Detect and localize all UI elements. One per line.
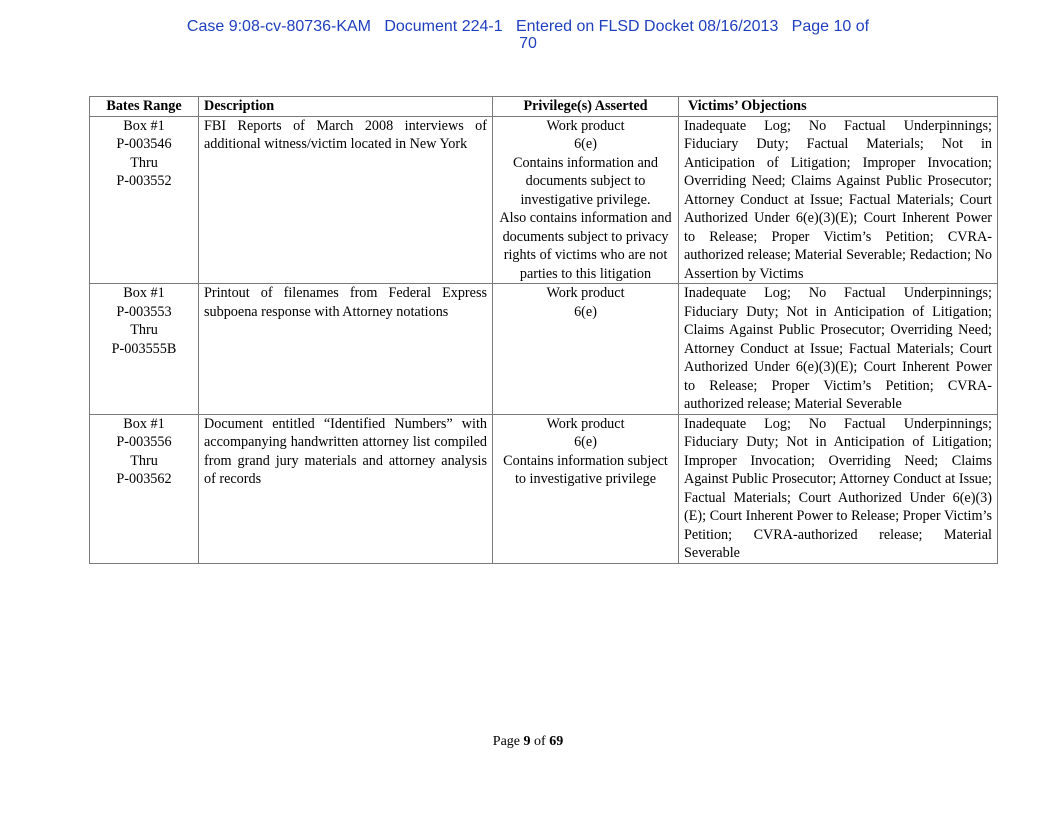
docket-stamp (0, 18, 1056, 52)
bates-box: Box #1 (123, 117, 165, 134)
col-header-bates-range: Bates Range (90, 97, 199, 117)
col-header-privileges: Privilege(s) Asserted (493, 97, 679, 117)
bates-range-cell (90, 284, 199, 415)
bates-end: P-003562 (116, 471, 172, 487)
objections-cell: Inadequate Log; No Factual Underpinnings; Fiduciary Duty; Factual Materials; Not in Anticipation of Litigation; Improper Invocation; Overriding Need; Claims Against Public Prosecutor; Attorney Conduct at Issue; Factual Materials; Court Authorized Under 6(e)(3)(E); Court Inherent Power to Release; Proper Victim’s Petition; CVRA-authorized release; Material Severable; Redaction; No Assertion by Victims (679, 116, 998, 284)
of-label: of (534, 734, 546, 749)
bates-end: P-003552 (116, 173, 172, 189)
page-number: 9 (523, 734, 531, 749)
table-row (90, 116, 998, 284)
privilege-cell (493, 414, 679, 563)
bates-thru: Thru (130, 322, 158, 338)
objections-cell: Inadequate Log; No Factual Underpinnings; Fiduciary Duty; Not in Anticipation of Litigation; Improper Invocation; Overriding Need; Claims Against Public Prosecutor; Attorney Conduct at Issue; Factual Materials; Court Authorized Under 6(e)(3)(E); Court Inherent Power to Release; Proper Victim’s Petition; CVRA-authorized release; Material Severable (679, 414, 998, 563)
bates-start: P-003553 (116, 303, 172, 320)
description-cell: FBI Reports of March 2008 interviews of additional witness/victim located in New York (199, 116, 493, 284)
privilege-item: Contains information subject to investigative privilege (503, 452, 668, 487)
bates-box: Box #1 (123, 415, 165, 432)
privilege-item: Work product (546, 117, 625, 134)
privilege-item: Contains information and documents subject to investigative privilege. (512, 154, 658, 208)
bates-start: P-003546 (116, 136, 172, 152)
table-row (90, 284, 998, 415)
privilege-item: 6(e) (574, 303, 597, 320)
privilege-item: Work product (546, 415, 625, 432)
bates-thru: Thru (130, 154, 158, 171)
bates-start: P-003556 (116, 434, 172, 450)
description-cell: Document entitled “Identified Numbers” with accompanying handwritten attorney list compiled from grand jury materials and attorney analysis of records (199, 414, 493, 563)
privilege-item: 6(e) (574, 136, 597, 152)
bates-range-cell (90, 414, 199, 563)
privilege-cell (493, 284, 679, 415)
privilege-log-table (89, 96, 998, 564)
table-header-row (90, 97, 998, 117)
description-cell: Printout of filenames from Federal Express subpoena response with Attorney notations (199, 284, 493, 415)
bates-range-cell (90, 116, 199, 284)
bates-end: P-003555B (111, 340, 177, 357)
docket-stamp-line1: Case 9:08-cv-80736-KAM Document 224-1 Entered on FLSD Docket 08/16/2013 Page 10 of (186, 18, 870, 35)
col-header-victims-objections: Victims’ Objections (679, 97, 998, 117)
privilege-item: 6(e) (574, 434, 597, 450)
privilege-item: Also contains information and documents subject to privacy rights of victims who are not parties to this litigation (499, 210, 672, 282)
col-header-description: Description (199, 97, 493, 117)
page-label: Page (492, 734, 521, 749)
table-row (90, 414, 998, 563)
bates-thru: Thru (130, 452, 158, 469)
page-footer (0, 734, 1056, 750)
docket-stamp-line2: 70 (519, 35, 537, 52)
bates-box: Box #1 (123, 285, 165, 301)
objections-cell: Inadequate Log; No Factual Underpinnings; Fiduciary Duty; Not in Anticipation of Litigation; Claims Against Public Prosecutor; Overriding Need; Attorney Conduct at Issue; Factual Materials; Court Authorized Under 6(e)(3)(E); Court Inherent Power to Release; Proper Victim’s Petition; CVRA-authorized release; Material Severable (679, 284, 998, 415)
privilege-cell (493, 116, 679, 284)
privilege-item: Work product (546, 285, 625, 301)
page-total: 69 (549, 734, 564, 749)
